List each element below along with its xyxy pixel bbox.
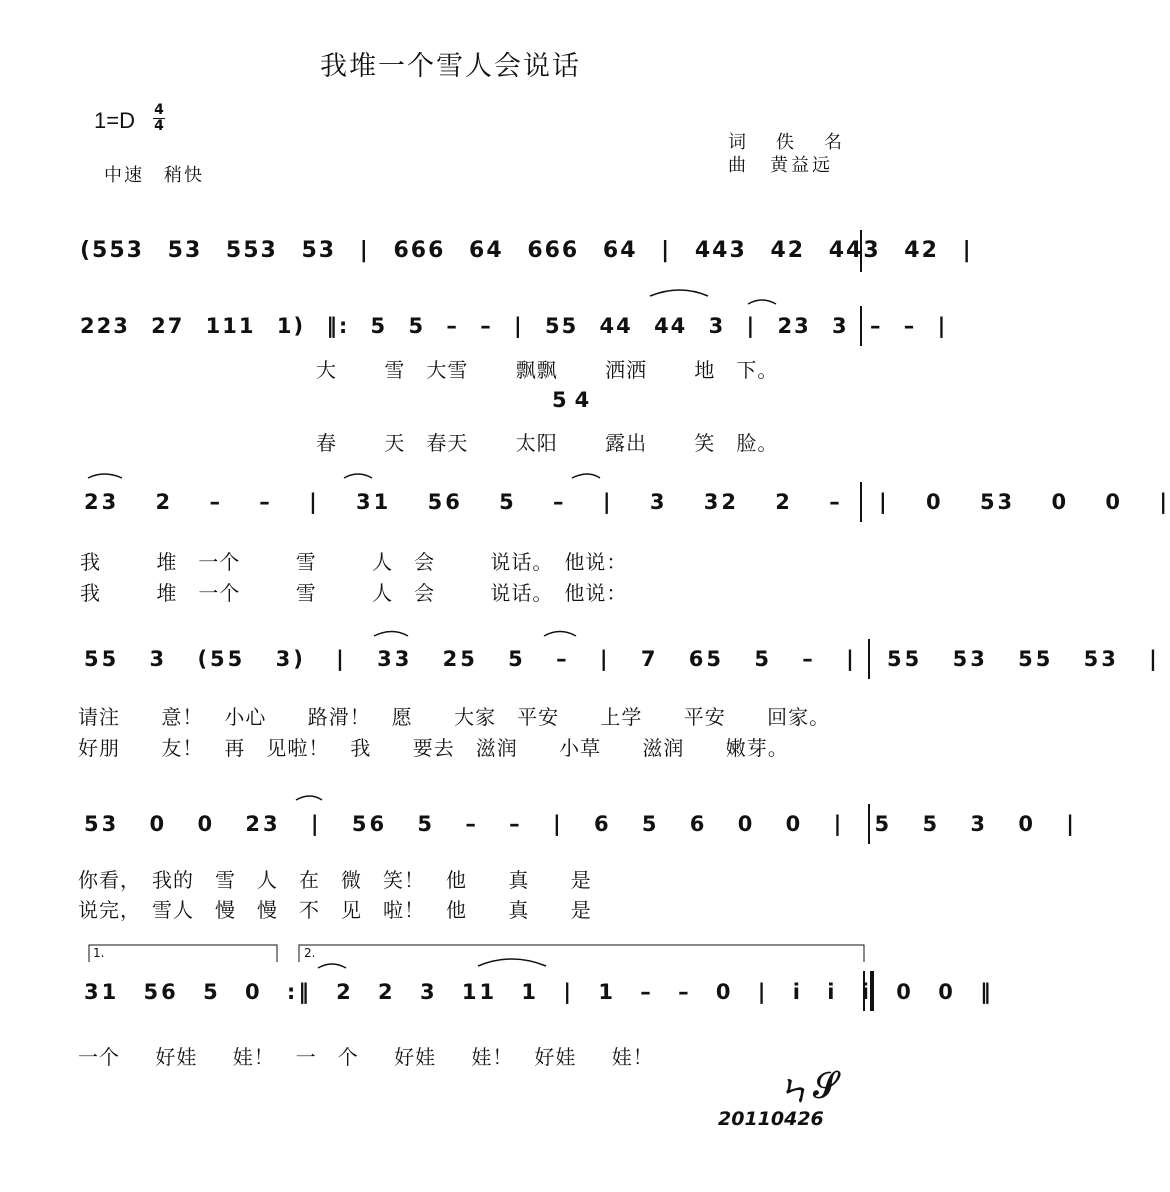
tie-arc [344, 474, 372, 478]
second-ending-bracket [299, 945, 864, 962]
system-4-notes: 55 3 (55 3) | 33 25 5 – | 7 65 5 – | 55 53 55 53 | [84, 647, 1160, 671]
key-signature: 1=D [94, 108, 135, 133]
tie-arc [318, 964, 346, 968]
system-6-notes: 31 56 5 0 :‖ 2 2 3 11 1 | 1 – – 0 | i i i 0 0 ‖ [84, 980, 994, 1004]
tie-arc [88, 474, 122, 478]
system-5-verse-2: 说完， 雪人 慢 慢 不 见 啦！ 他 真 是 [78, 898, 592, 922]
tie-arc [572, 474, 600, 478]
first-ending-bracket [89, 945, 277, 962]
system-5-verse-1: 你看， 我的 雪 人 在 微 笑！ 他 真 是 [78, 868, 592, 892]
system-2-verse-1: 大 雪 大雪 飘飘 洒洒 地 下。 [316, 358, 779, 382]
signature-date: 20110426 [718, 1108, 824, 1130]
system-3-verse-1: 我 堆 一个 雪 人 会 说话。 他说： [80, 550, 628, 574]
tie-arc [748, 300, 776, 304]
system-3-verse-2: 我 堆 一个 雪 人 会 说话。 他说： [80, 581, 628, 605]
lyricist-credit: 词 佚 名 [728, 132, 848, 153]
time-signature-beats: 4 [154, 102, 164, 118]
first-ending-label: 1. [93, 946, 105, 960]
system-3-notes: 23 2 – – | 31 56 5 – | 3 32 2 – | 0 53 0 0 | [84, 490, 1170, 514]
system-2-variant-notes: 54 [552, 388, 598, 412]
system-5-notes: 53 0 0 23 | 56 5 – – | 6 5 6 0 0 | 5 5 3 0 | [84, 812, 1077, 836]
signature-mark: ㄣ𝒮 [775, 1063, 842, 1112]
system-4-verse-1: 请注 意！ 小心 路滑！ 愿 大家 平安 上学 平安 回家。 [78, 705, 831, 729]
tempo-marking: 中速 稍快 [104, 165, 204, 186]
tie-arc [478, 959, 546, 966]
system-2-notes: 223 27 111 1) ‖: 5 5 – – | 55 44 44 3 | 23 3 – – | [80, 314, 948, 338]
system-4-verse-2: 好朋 友！ 再 见啦！ 我 要去 滋润 小草 滋润 嫩芽。 [78, 736, 789, 760]
second-ending-label: 2. [304, 946, 316, 960]
time-signature-unit: 4 [154, 118, 164, 134]
system-6-verse-1: 一个 好娃 娃！ 一 个 好娃 娃！ 好娃 娃！ [78, 1045, 654, 1069]
composer-credit: 曲 黄益远 [728, 155, 833, 176]
system-1-notes: (553 53 553 53 | 666 64 666 64 | 443 42 443 42 | [80, 238, 973, 263]
tie-arc [374, 632, 408, 637]
tie-arc [650, 290, 708, 296]
tie-arc [296, 796, 322, 800]
system-2-verse-2: 春 天 春天 太阳 露出 笑 脸。 [316, 431, 779, 455]
song-title: 我堆一个雪人会说话 [320, 51, 581, 82]
tie-arc [544, 632, 576, 637]
